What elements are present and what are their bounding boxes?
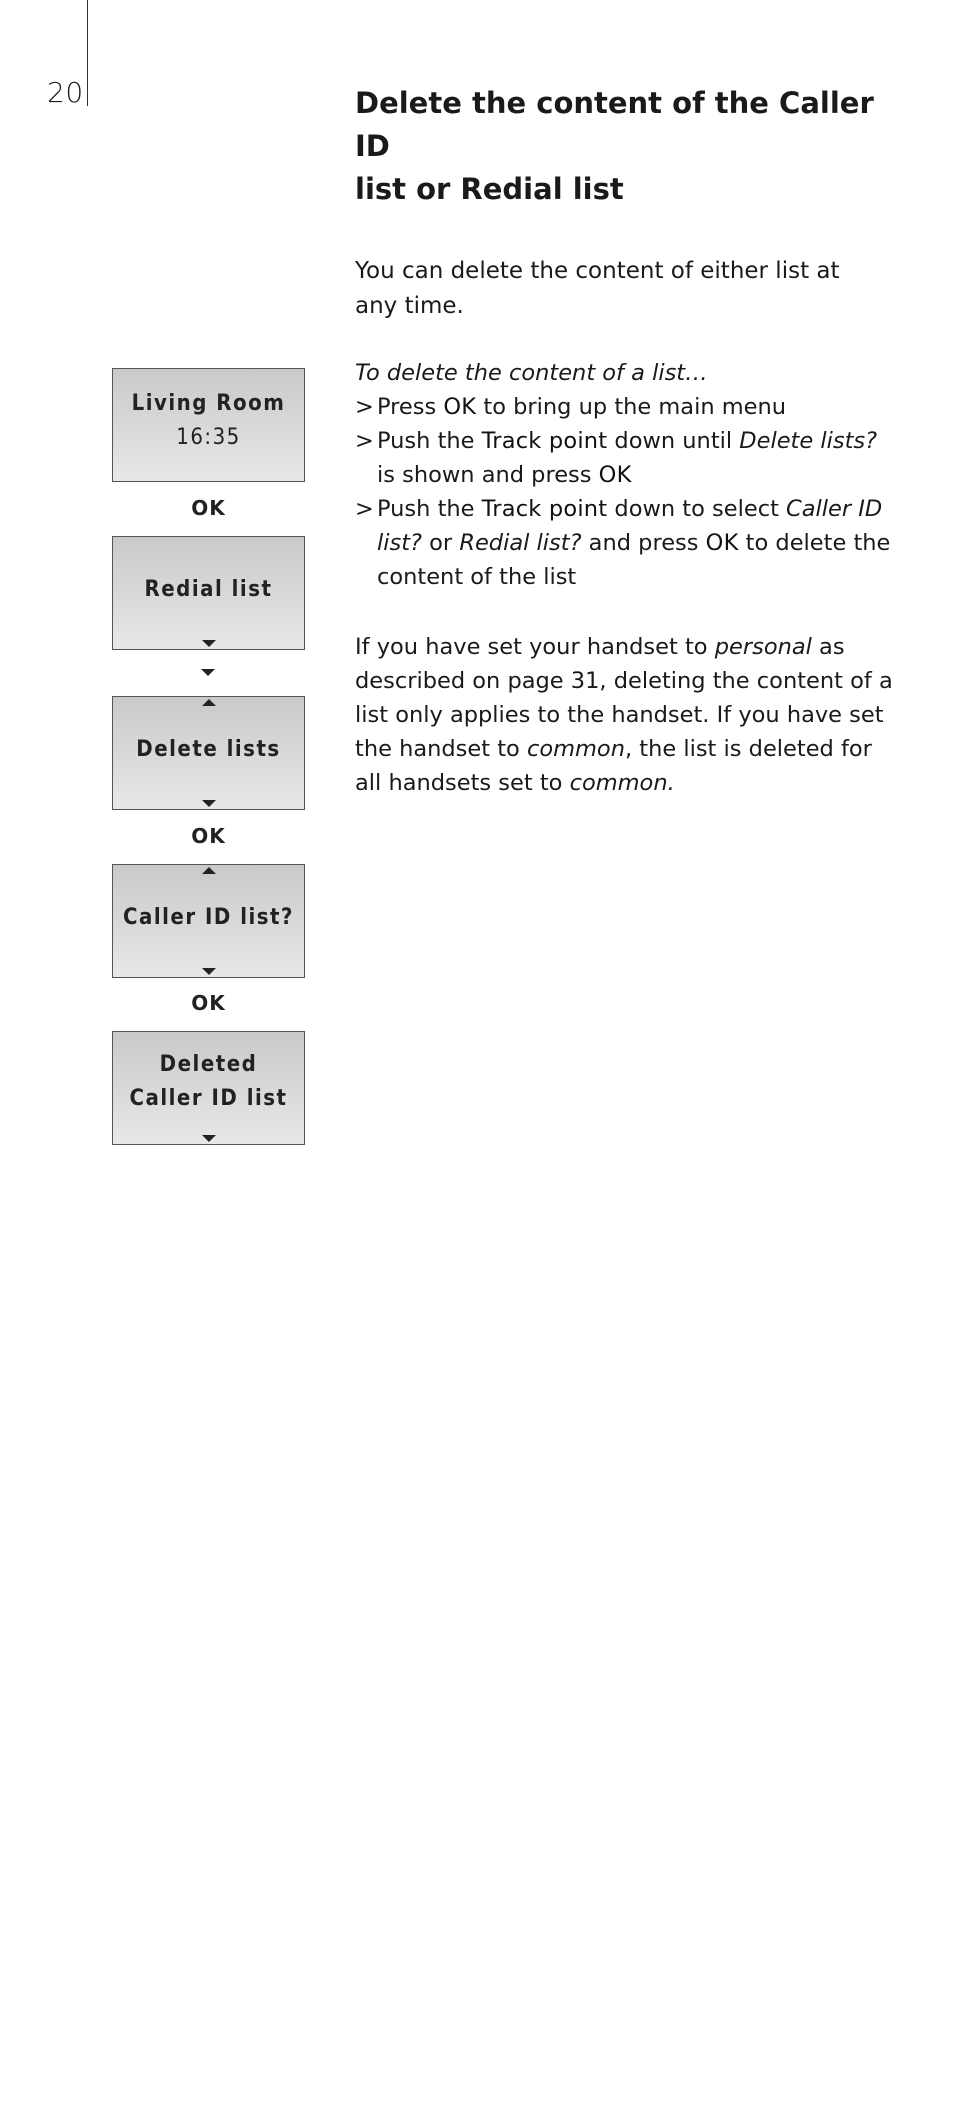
instruction-step-1	[355, 390, 895, 424]
menu-name-caller-id-list: Caller ID list?	[377, 496, 883, 556]
display-screen-delete-lists	[112, 696, 305, 810]
note-text: as described on page 31, deleting the content of a list only applies to the handset. If you have set the handset to	[355, 634, 893, 762]
step-text: Push the	[377, 428, 482, 454]
step-text: Push the	[377, 496, 482, 522]
step-text: down to select	[607, 496, 787, 522]
step-marker: >	[355, 394, 374, 420]
keyword-ok: OK	[598, 462, 632, 488]
step-text: down until	[607, 428, 740, 454]
instruction-step-3	[355, 492, 895, 594]
step-text: to bring up the main menu	[476, 394, 787, 420]
display-screen-redial-list	[112, 536, 305, 650]
ok-connector: OK	[191, 824, 226, 848]
instruction-step-2	[355, 424, 895, 492]
keyword-ok: OK	[705, 530, 739, 556]
display-line-1: Living Room	[131, 391, 286, 416]
triangle-down-icon	[202, 640, 216, 647]
triangle-up-icon	[202, 699, 216, 706]
step-text: and press	[581, 530, 706, 556]
step-marker: >	[355, 428, 374, 454]
triangle-down-icon	[202, 800, 216, 807]
menu-name-delete-lists: Delete lists?	[739, 428, 878, 454]
title-line-1: Delete the content of the Caller ID	[355, 86, 874, 163]
triangle-down-icon	[201, 669, 215, 676]
keyword-track-point: Track point	[481, 428, 608, 454]
display-line-1: Caller ID list?	[123, 905, 294, 930]
page-number: 20	[47, 76, 84, 109]
term-common: common.	[569, 770, 675, 796]
instructions-lead: To delete the content of a list…	[355, 360, 708, 386]
step-text: Press	[377, 394, 444, 420]
instructions-block	[355, 356, 895, 594]
intro-paragraph: You can delete the content of either list at any time.	[355, 258, 840, 319]
display-line-1: Redial list	[144, 577, 273, 602]
display-line-2: Caller ID list	[129, 1086, 288, 1111]
note-text: , the list is deleted for all handsets set to	[355, 736, 872, 796]
margin-rule	[87, 0, 88, 106]
triangle-down-icon	[202, 968, 216, 975]
menu-name-redial-list: Redial list?	[459, 530, 582, 556]
display-screen-living-room	[112, 368, 305, 482]
display-screen-caller-id-list	[112, 864, 305, 978]
ok-connector: OK	[191, 496, 226, 520]
note-paragraph	[355, 630, 895, 800]
triangle-up-icon	[202, 867, 216, 874]
display-line-1: Delete lists	[136, 737, 281, 762]
display-line-1: Deleted	[159, 1052, 258, 1077]
keyword-ok: OK	[443, 394, 477, 420]
note-text: If you have set your handset to	[355, 634, 715, 660]
title-line-2: list or Redial list	[355, 172, 624, 206]
term-personal: personal	[714, 634, 812, 660]
ok-connector: OK	[191, 991, 226, 1015]
display-screen-deleted-caller-id-list	[112, 1031, 305, 1145]
display-line-2: 16:35	[176, 425, 241, 450]
step-text: to delete the content of the list	[377, 530, 891, 590]
page-title	[355, 82, 915, 211]
triangle-down-icon	[202, 1135, 216, 1142]
step-text: or	[422, 530, 460, 556]
keyword-track-point: Track point	[481, 496, 608, 522]
step-marker: >	[355, 496, 374, 522]
step-text: is shown and press	[377, 462, 599, 488]
term-common: common	[526, 736, 625, 762]
